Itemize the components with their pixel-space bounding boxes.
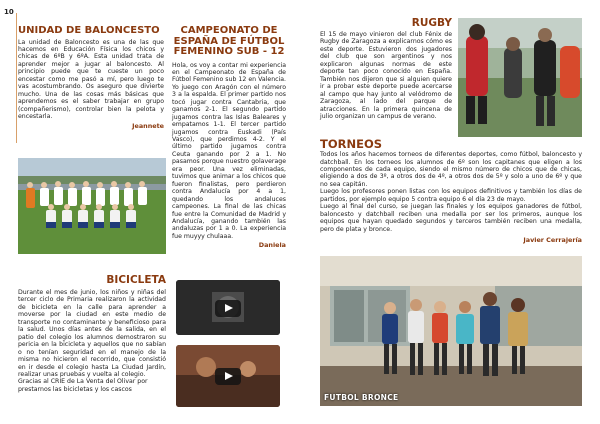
team-photo <box>18 158 166 254</box>
torneos-title: TORNEOS <box>320 137 383 151</box>
accent-rule <box>16 13 17 143</box>
team-photo-image <box>18 158 166 254</box>
rugby-body: El 15 de mayo vinieron del club Fénix de Rugby de Zaragoza a explicarnos cómo es este deporte. Estuvieron dos jugadores del club que son argentinos y nos explicaron algunas normas de este deporte tan poco conocido en España. También nos dijeron que si alguien quiere ir a probar este deporte puede acercarse al campo que hay junto al velódromo de Zaragoza, al lado del parque de atracciones. En la primera quincena de julio organizan un campus de verano. <box>320 31 452 120</box>
rugby-photo-image <box>458 18 582 137</box>
unidad-section <box>18 26 164 130</box>
torneos-p2: Luego los profesores ponen listas con los equipos definitivos y también los días de partidos, por ejemplo equipo 5 contra equipo 6 el día 23 de mayo. <box>320 188 582 203</box>
campeonato-body: Hola, os voy a contar mi experiencia en el Campeonato de España de Fútbol Femenino sub 12 en Valencia. Yo juego con Aragón con el número 3 a la espalda. El primer partido nos tocó jugar contra Cantabria, que ganamos 2-1. El segundo partido jugamos contra las Islas Baleares y empatamos 1-1. El tercer partido jugamos contra Euskadi (País Vasco), que perdimos 4-2. Y el último partido jugamos contra Ceuta ganando por 2 a 1. No pasamos porque nuestro golaverage era peor. Una vez eliminadas, tuvimos que animar a los chicos que fueron finalistas, pero perdieron contra Andalucía por 4 a 1, quedando los andaluces campeones. La final de las chicas fue entre la Comunidad de Madrid y Andalucía, ganando también las andaluzas por 1 a 0. La experiencia fue muyyy chulaaa. <box>172 61 286 240</box>
campeonato-title: CAMPEONATO DE ESPAÑA DE FÚTBOL FEMENINO SUB - 12 <box>173 25 285 57</box>
page-number: 10 <box>4 8 14 16</box>
rugby-photo <box>458 18 582 137</box>
torneos-author: Javier Cerrajería <box>523 236 582 245</box>
football-bronze-photo <box>320 256 582 406</box>
video-thumbnail-2[interactable] <box>176 345 280 407</box>
bicicleta-thanks: Gracias al CRIE de La Venta del Olivar por prestarnos las bicicletas y los cascos <box>18 378 148 393</box>
play-icon[interactable] <box>215 300 241 317</box>
unidad-title: UNIDAD DE BALONCESTO <box>18 25 160 36</box>
torneos-p1: Todos los años hacemos torneos de diferentes deportes, como fútbol, baloncesto y datchball. En los torneos los alumnos de 6º son los capitanes que eligen a los componentes de cada equipo, siendo el mismo número de chicos que de chicas, eligiendo a dos de 3º, a otros dos de 4º, a otros dos de 5º y solo a uno de 6º y que no sea capitán. <box>320 151 582 188</box>
play-icon[interactable] <box>215 368 241 385</box>
unidad-author: Jeannete <box>132 122 164 131</box>
unidad-body: La unidad de Baloncesto es una de las que hacemos en Educación Física los chicos y chicas de 6ºB y 6ºA. Esta unidad trata de aprender mejor a jugar al baloncesto. Al principio puede que te cueste un poco encestar como me pasó a mí, pero luego te vas acostumbrando. Os aseguro que divierte mucho. Una de las cosas más básicas que aprendemos es el saber trabajar en grupo (compañerismo), controlar bien la pelota y encestarla. <box>18 38 164 121</box>
rugby-section <box>320 18 452 120</box>
right-page <box>300 0 600 424</box>
rugby-title: RUGBY <box>411 17 452 29</box>
photo-caption: FUTBOL BRONCE <box>324 393 399 402</box>
football-photo-image <box>320 256 582 406</box>
campeonato-section <box>172 26 286 249</box>
torneos-section <box>320 138 582 244</box>
torneos-p3: Luego al final del curso, se juegan las finales y los equipos ganadores de fútbol, baloncesto y datchball reciben una medalla por ser los primeros, aunque los equipos que hayan quedado segundos y terceros también reciben una medalla, pero de plata y bronce. <box>320 203 582 233</box>
video-thumbnail-1[interactable] <box>176 280 280 335</box>
bicicleta-body: Durante el mes de junio, los niños y niñas del tercer ciclo de Primaria realizaron la actividad de bicicleta en la calle para aprender a moverse por la ciudad en este medio de transporte no contaminante y beneficioso para la salud. Unos días antes de la salida, en el patio del colegio los alumnos demostraron su pericia en la bicicleta y aquellos que no sabían o no tenían seguridad en el manejo de la misma no hicieron el recorrido, que consistió en ir desde el colegio hasta La Ciudad Jardín, realizar unas pruebas y vuelta al colegio. <box>18 289 166 378</box>
campeonato-author: Daniela <box>258 241 286 250</box>
bicicleta-title: BICICLETA <box>106 274 166 286</box>
bicicleta-section <box>18 275 166 393</box>
